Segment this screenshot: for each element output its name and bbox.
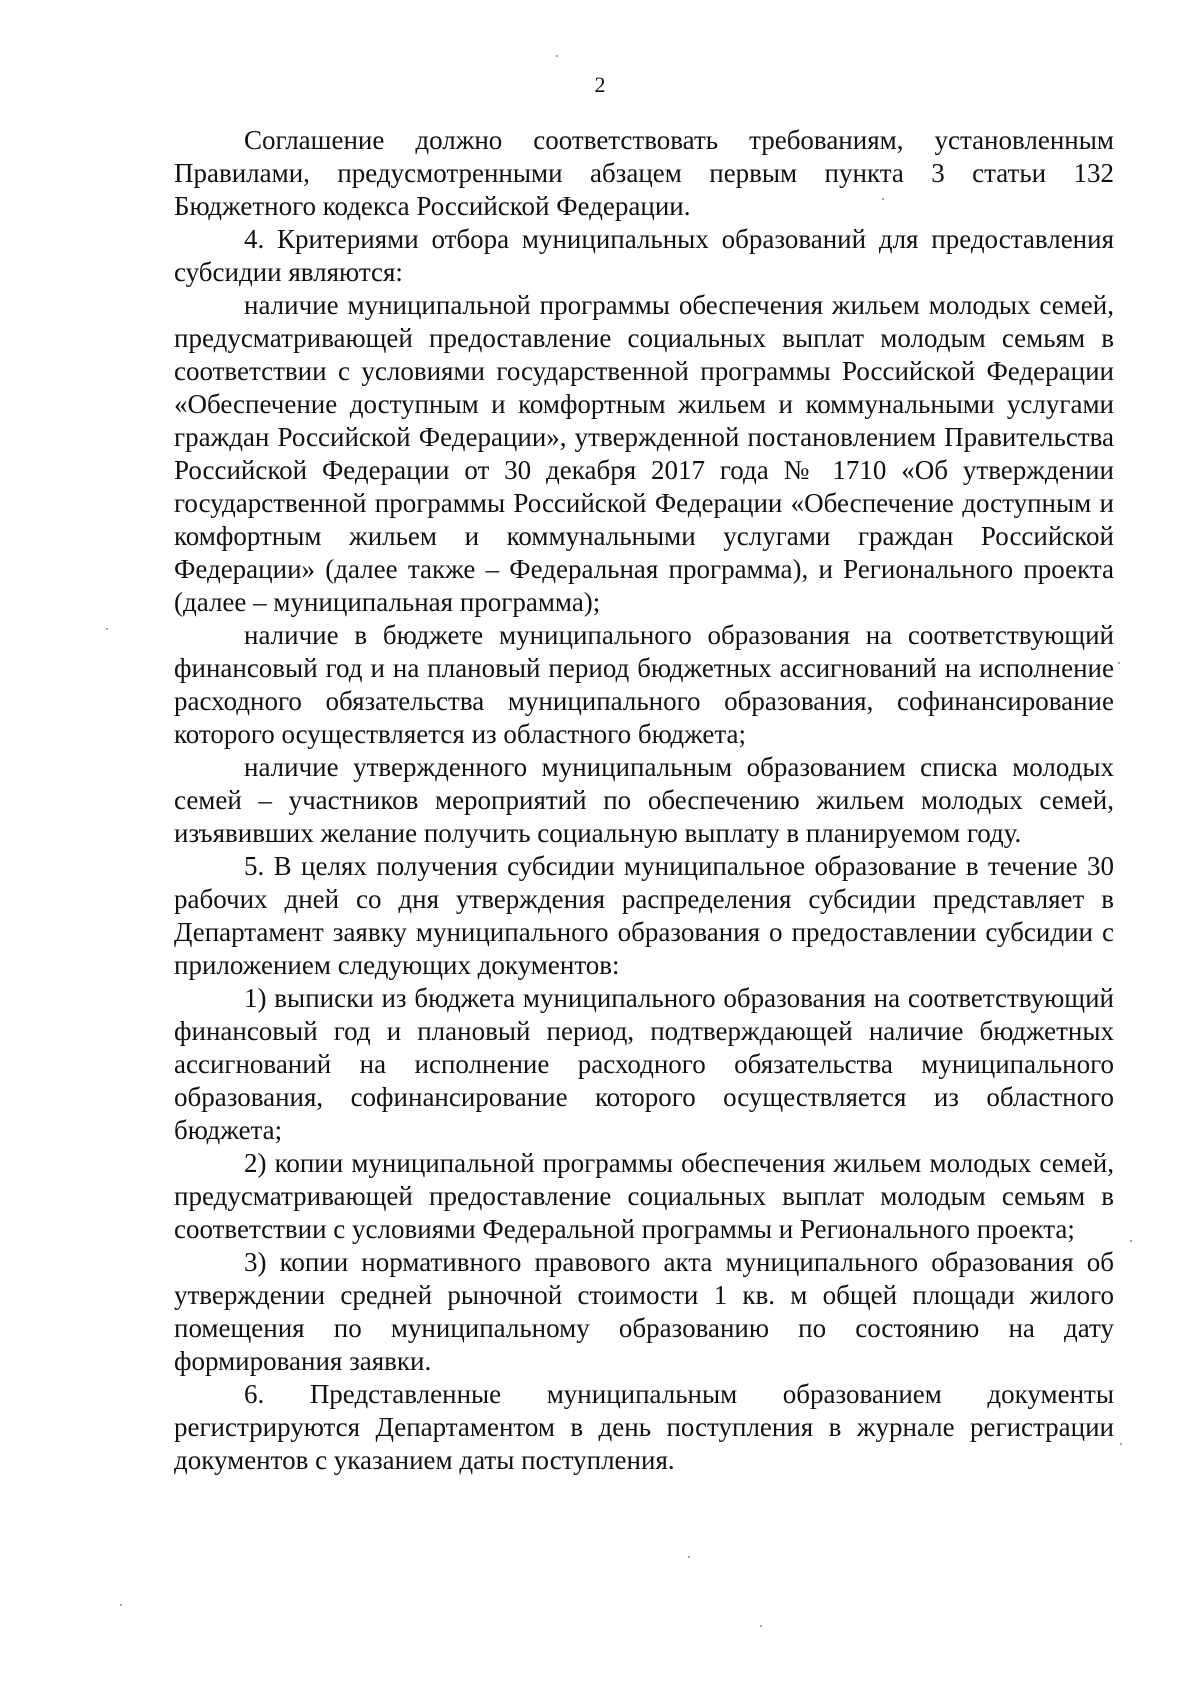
paragraph-criterion-budget-allocations: наличие в бюджете муниципального образования на соответствующий финансовый год и на плановый период бюджетных ассигнований на исполнение расходного обязательства муниципального образования, софинансирование которого осуществляется из областного бюджета; <box>174 620 1114 749</box>
paragraph-criterion-families-list: наличие утвержденного муниципальным образованием списка молодых семей – участников мероприятий по обеспечению жильем молодых семей, изъявивших желание получить социальную выплату в планируемом году. <box>174 752 1114 848</box>
scan-speck <box>1118 662 1120 664</box>
paragraph-document-normative-act: 3) копии нормативного правового акта муниципального образования об утверждении средней рыночной стоимости 1 кв. м общей площади жилого помещения по муниципальному образованию по состоянию на дату формирования заявки. <box>174 1247 1114 1376</box>
scan-speck <box>882 198 884 200</box>
scan-speck <box>556 55 558 57</box>
paragraph-selection-criteria: 4. Критериями отбора муниципальных образований для предоставления субсидии являются: <box>174 224 1114 287</box>
paragraph-document-program-copy: 2) копии муниципальной программы обеспечения жильем молодых семей, предусматривающей предоставление социальных выплат молодым семьям в соответствии с условиями Федеральной программы и Регионального проекта; <box>174 1148 1114 1244</box>
scan-speck <box>1130 1240 1132 1242</box>
paragraph-agreement-requirements: Соглашение должно соответствовать требованиям, установленным Правилами, предусмотренными абзацем первым пункта 3 статьи 132 Бюджетного кодекса Российской Федерации. <box>174 125 1114 221</box>
paragraph-registration: 6. Представленные муниципальным образованием документы регистрируются Департаментом в день поступления в журнале регистрации документов с указанием даты поступления. <box>174 1379 1114 1475</box>
page-number: 2 <box>594 72 606 97</box>
document-body <box>174 124 1114 1477</box>
scan-speck <box>120 1604 122 1606</box>
paragraph-document-budget-extract: 1) выписки из бюджета муниципального образования на соответствующий финансовый год и плановый период, подтверждающей наличие бюджетных ассигнований на исполнение расходного обязательства муниципального образования, софинансирование которого осуществляется из областного бюджета; <box>174 983 1114 1145</box>
scan-speck <box>688 1556 690 1558</box>
scan-speck <box>106 628 108 630</box>
paragraph-criterion-municipal-program: наличие муниципальной программы обеспечения жильем молодых семей, предусматривающей предоставление социальных выплат молодым семьям в соответствии с условиями государственной программы Российской Федерации «Обеспечение доступным и комфортным жильем и коммунальными услугами граждан Российской Федерации», утвержденной постановлением Правительства Российской Федерации от 30 декабря 2017 года № 1710 «Об утверждении государственной программы Российской Федерации «Обеспечение доступным и комфортным жильем и коммунальными услугами граждан Российской Федерации» (далее также – Федеральная программа), и Регионального проекта (далее – муниципальная программа); <box>174 290 1114 617</box>
scan-speck <box>1120 1443 1122 1445</box>
paragraph-application-procedure: 5. В целях получения субсидии муниципальное образование в течение 30 рабочих дней со дня утверждения распределения субсидии представляет в Департамент заявку муниципального образования о предоставлении субсидии с приложением следующих документов: <box>174 851 1114 980</box>
scan-speck <box>760 1625 762 1627</box>
